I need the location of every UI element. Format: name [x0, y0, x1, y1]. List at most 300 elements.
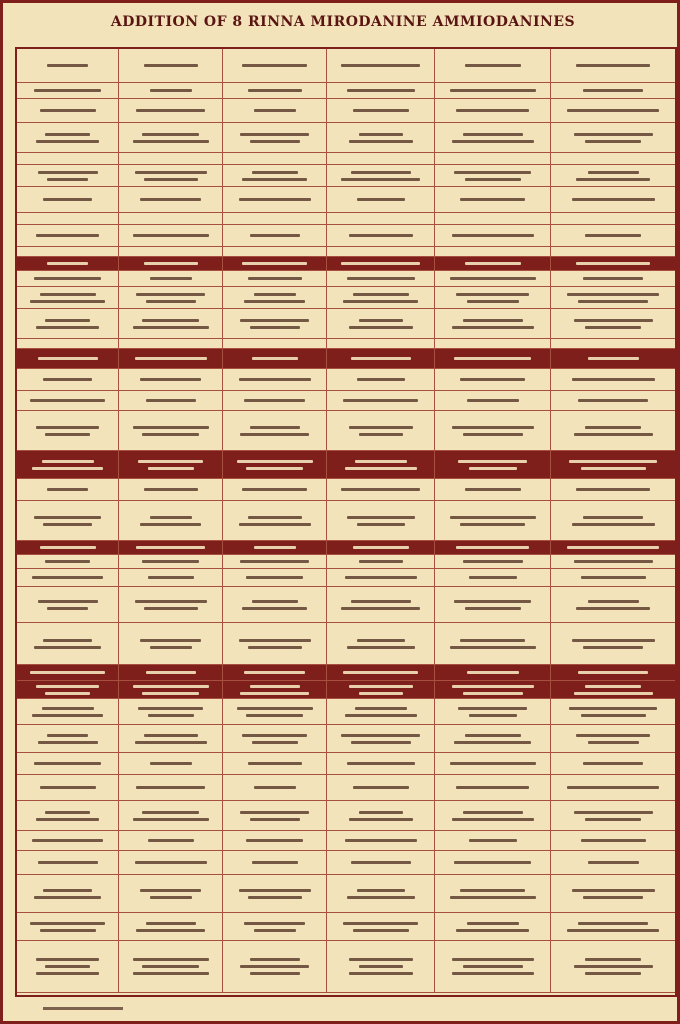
- table-cell: [551, 247, 675, 256]
- text-line: [349, 426, 413, 429]
- text-line: [588, 357, 639, 360]
- text-line: [467, 922, 519, 925]
- text-line: [359, 560, 403, 563]
- text-line: [341, 64, 420, 67]
- text-line: [135, 357, 207, 360]
- text-line: [45, 133, 90, 136]
- table-row: [17, 569, 675, 587]
- table-cell: [119, 941, 223, 992]
- table-cell: [327, 225, 435, 246]
- table-cell: [17, 479, 119, 500]
- table-cell: [435, 213, 551, 224]
- table-cell: [119, 479, 223, 500]
- table-header-row: [17, 451, 675, 479]
- table-cell: [17, 587, 119, 622]
- table-cell: [435, 699, 551, 724]
- text-line: [240, 811, 309, 814]
- text-line: [578, 671, 648, 674]
- text-line: [142, 133, 199, 136]
- table-cell: [327, 123, 435, 152]
- text-line: [456, 109, 529, 112]
- table-cell: [17, 165, 119, 186]
- text-line: [343, 300, 418, 303]
- table-cell: [327, 83, 435, 98]
- table-cell: [551, 851, 675, 874]
- table-cell: [223, 271, 327, 286]
- table-row: [17, 187, 675, 213]
- table-row: [17, 753, 675, 775]
- table-cell: [223, 451, 327, 478]
- table-cell: [435, 391, 551, 410]
- text-line: [583, 89, 643, 92]
- text-line: [150, 516, 192, 519]
- table-cell: [223, 501, 327, 540]
- table-cell: [327, 411, 435, 450]
- table-cell: [435, 875, 551, 912]
- text-line: [452, 326, 534, 329]
- table-cell: [119, 699, 223, 724]
- text-line: [239, 639, 311, 642]
- table-row: [17, 411, 675, 451]
- text-line: [136, 929, 205, 932]
- table-cell: [327, 257, 435, 270]
- table-cell: [119, 725, 223, 752]
- table-cell: [551, 913, 675, 940]
- text-line: [572, 198, 655, 201]
- text-line: [30, 671, 105, 674]
- text-line: [36, 326, 99, 329]
- table-cell: [435, 247, 551, 256]
- table-cell: [119, 623, 223, 664]
- table-row: [17, 479, 675, 501]
- text-line: [146, 922, 196, 925]
- text-line: [574, 965, 653, 968]
- table-cell: [17, 541, 119, 554]
- text-line: [452, 958, 534, 961]
- text-line: [351, 357, 411, 360]
- text-line: [469, 576, 517, 579]
- table-cell: [119, 123, 223, 152]
- table-cell: [223, 875, 327, 912]
- text-line: [460, 378, 525, 381]
- text-line: [357, 889, 405, 892]
- table-cell: [17, 681, 119, 698]
- table-row: [17, 213, 675, 225]
- table-cell: [17, 213, 119, 224]
- table-cell: [327, 753, 435, 774]
- table-cell: [435, 665, 551, 680]
- table-cell: [119, 831, 223, 850]
- table-cell: [435, 123, 551, 152]
- text-line: [30, 399, 105, 402]
- table-cell: [327, 49, 435, 82]
- table-cell: [223, 339, 327, 348]
- text-line: [355, 707, 407, 710]
- table-row: [17, 83, 675, 99]
- text-line: [43, 378, 92, 381]
- text-line: [38, 861, 98, 864]
- table-cell: [17, 913, 119, 940]
- text-line: [133, 972, 209, 975]
- text-line: [140, 198, 201, 201]
- text-line: [588, 600, 639, 603]
- text-line: [578, 300, 648, 303]
- table-cell: [551, 257, 675, 270]
- table-cell: [17, 875, 119, 912]
- table-cell: [119, 587, 223, 622]
- text-line: [248, 762, 302, 765]
- text-line: [359, 433, 403, 436]
- text-line: [43, 889, 92, 892]
- table-cell: [551, 165, 675, 186]
- text-line: [353, 786, 409, 789]
- text-line: [357, 198, 405, 201]
- table-cell: [551, 411, 675, 450]
- text-line: [252, 600, 298, 603]
- table-cell: [223, 569, 327, 586]
- text-line: [248, 516, 302, 519]
- text-line: [150, 89, 192, 92]
- text-line: [133, 685, 209, 688]
- table-cell: [551, 479, 675, 500]
- text-line: [583, 646, 643, 649]
- table-cell: [327, 725, 435, 752]
- text-line: [467, 300, 519, 303]
- text-line: [585, 818, 641, 821]
- text-line: [47, 64, 88, 67]
- table-cell: [223, 123, 327, 152]
- text-line: [133, 958, 209, 961]
- text-line: [452, 972, 534, 975]
- table-cell: [435, 451, 551, 478]
- text-line: [588, 861, 639, 864]
- table-cell: [223, 555, 327, 568]
- table-row: [17, 555, 675, 569]
- table-cell: [327, 287, 435, 308]
- table-cell: [223, 83, 327, 98]
- table-cell: [223, 753, 327, 774]
- text-line: [138, 707, 203, 710]
- table-cell: [119, 875, 223, 912]
- table-cell: [551, 83, 675, 98]
- table-cell: [223, 391, 327, 410]
- table-cell: [17, 153, 119, 164]
- table-cell: [223, 213, 327, 224]
- table-cell: [119, 213, 223, 224]
- table-row: [17, 153, 675, 165]
- table-row: [17, 801, 675, 831]
- text-line: [246, 714, 303, 717]
- text-line: [36, 140, 99, 143]
- text-line: [244, 399, 305, 402]
- table-cell: [223, 187, 327, 212]
- table-cell: [435, 555, 551, 568]
- text-line: [30, 300, 105, 303]
- table-row: [17, 831, 675, 851]
- table-cell: [435, 851, 551, 874]
- text-line: [353, 929, 409, 932]
- text-line: [43, 198, 92, 201]
- table-cell: [435, 587, 551, 622]
- table-cell: [119, 913, 223, 940]
- table-header-row: [17, 665, 675, 681]
- text-line: [32, 714, 103, 717]
- text-line: [583, 762, 643, 765]
- table-row: [17, 165, 675, 187]
- text-line: [585, 140, 641, 143]
- table-cell: [551, 623, 675, 664]
- text-line: [569, 460, 657, 463]
- table-cell: [327, 153, 435, 164]
- table-cell: [223, 49, 327, 82]
- table-cell: [223, 851, 327, 874]
- text-line: [45, 811, 90, 814]
- table-cell: [119, 225, 223, 246]
- text-line: [36, 685, 99, 688]
- text-line: [40, 109, 96, 112]
- table-cell: [17, 831, 119, 850]
- table-header-row: [17, 681, 675, 699]
- text-line: [588, 171, 639, 174]
- text-line: [242, 64, 307, 67]
- text-line: [250, 972, 300, 975]
- text-line: [248, 277, 302, 280]
- table-cell: [435, 681, 551, 698]
- text-line: [252, 861, 298, 864]
- text-line: [138, 460, 203, 463]
- table-cell: [327, 451, 435, 478]
- text-line: [351, 741, 411, 744]
- text-line: [47, 178, 88, 181]
- text-line: [250, 685, 300, 688]
- text-line: [36, 234, 99, 237]
- table-cell: [435, 411, 551, 450]
- text-line: [144, 64, 198, 67]
- text-line: [252, 357, 298, 360]
- table-cell: [327, 665, 435, 680]
- table-cell: [551, 451, 675, 478]
- text-line: [465, 64, 521, 67]
- text-line: [351, 600, 411, 603]
- table-cell: [17, 287, 119, 308]
- text-line: [36, 958, 99, 961]
- table-cell: [17, 49, 119, 82]
- text-line: [47, 262, 88, 265]
- text-line: [45, 433, 90, 436]
- text-line: [574, 319, 653, 322]
- table-cell: [17, 555, 119, 568]
- table-cell: [119, 391, 223, 410]
- text-line: [34, 516, 101, 519]
- table-cell: [17, 501, 119, 540]
- table-row: [17, 309, 675, 339]
- table-cell: [551, 369, 675, 390]
- text-line: [458, 460, 527, 463]
- text-line: [345, 467, 417, 470]
- text-line: [133, 818, 209, 821]
- text-line: [469, 839, 517, 842]
- text-line: [341, 734, 420, 737]
- table-cell: [435, 913, 551, 940]
- table-cell: [119, 247, 223, 256]
- text-line: [465, 607, 521, 610]
- table-cell: [223, 349, 327, 368]
- text-line: [30, 922, 105, 925]
- text-line: [148, 714, 194, 717]
- table-cell: [223, 801, 327, 830]
- text-line: [467, 399, 519, 402]
- text-line: [349, 972, 413, 975]
- text-line: [583, 896, 643, 899]
- table-cell: [17, 725, 119, 752]
- text-line: [246, 467, 303, 470]
- text-line: [349, 140, 413, 143]
- text-line: [248, 646, 302, 649]
- table-cell: [435, 623, 551, 664]
- table-cell: [223, 411, 327, 450]
- text-line: [47, 488, 88, 491]
- table-cell: [119, 165, 223, 186]
- text-line: [347, 646, 415, 649]
- text-line: [40, 546, 96, 549]
- table-cell: [223, 587, 327, 622]
- table-cell: [119, 349, 223, 368]
- table-row: [17, 123, 675, 153]
- text-line: [569, 707, 657, 710]
- table-cell: [327, 875, 435, 912]
- table-cell: [551, 875, 675, 912]
- table-cell: [223, 257, 327, 270]
- text-line: [450, 516, 536, 519]
- table-cell: [17, 257, 119, 270]
- table-row: [17, 851, 675, 875]
- text-line: [581, 714, 646, 717]
- text-line: [237, 707, 313, 710]
- text-line: [585, 685, 641, 688]
- text-line: [463, 319, 523, 322]
- text-line: [454, 357, 531, 360]
- table-cell: [327, 587, 435, 622]
- text-line: [142, 560, 199, 563]
- text-line: [254, 929, 296, 932]
- text-line: [585, 426, 641, 429]
- table-cell: [551, 541, 675, 554]
- text-line: [450, 89, 536, 92]
- text-line: [574, 692, 653, 695]
- table-cell: [327, 941, 435, 992]
- text-line: [572, 523, 655, 526]
- text-line: [150, 277, 192, 280]
- table-cell: [17, 309, 119, 338]
- table-cell: [551, 699, 675, 724]
- table-cell: [551, 501, 675, 540]
- text-line: [135, 861, 207, 864]
- table-cell: [327, 309, 435, 338]
- text-line: [43, 639, 92, 642]
- table-cell: [119, 369, 223, 390]
- table-cell: [119, 541, 223, 554]
- text-line: [146, 399, 196, 402]
- text-line: [341, 178, 420, 181]
- text-line: [574, 811, 653, 814]
- table-cell: [223, 99, 327, 122]
- text-line: [463, 965, 523, 968]
- table-cell: [119, 451, 223, 478]
- table-row: [17, 623, 675, 665]
- table-cell: [327, 165, 435, 186]
- table-cell: [119, 801, 223, 830]
- table-cell: [119, 49, 223, 82]
- table-cell: [327, 247, 435, 256]
- text-line: [40, 929, 96, 932]
- table-cell: [17, 411, 119, 450]
- text-line: [567, 293, 659, 296]
- text-line: [239, 523, 311, 526]
- text-line: [567, 546, 659, 549]
- text-line: [343, 671, 418, 674]
- text-line: [142, 692, 199, 695]
- text-line: [242, 262, 307, 265]
- table-row: [17, 391, 675, 411]
- table-row: [17, 875, 675, 913]
- text-line: [32, 467, 103, 470]
- table-cell: [551, 775, 675, 800]
- text-line: [254, 546, 296, 549]
- text-line: [242, 734, 307, 737]
- text-line: [140, 378, 201, 381]
- table-cell: [17, 623, 119, 664]
- table-cell: [327, 213, 435, 224]
- table-row: [17, 339, 675, 349]
- table-cell: [435, 501, 551, 540]
- text-line: [36, 818, 99, 821]
- table-cell: [327, 479, 435, 500]
- table-cell: [17, 83, 119, 98]
- table-cell: [17, 775, 119, 800]
- table-row: [17, 725, 675, 753]
- table-cell: [551, 831, 675, 850]
- text-line: [45, 560, 90, 563]
- text-line: [254, 786, 296, 789]
- text-line: [133, 234, 209, 237]
- table-cell: [551, 801, 675, 830]
- text-line: [34, 646, 101, 649]
- text-line: [357, 378, 405, 381]
- table-cell: [17, 941, 119, 992]
- text-line: [47, 734, 88, 737]
- text-line: [349, 685, 413, 688]
- table-cell: [435, 369, 551, 390]
- text-line: [454, 600, 531, 603]
- text-line: [142, 811, 199, 814]
- table-cell: [551, 99, 675, 122]
- text-line: [456, 546, 529, 549]
- text-line: [452, 818, 534, 821]
- table-cell: [435, 753, 551, 774]
- table-cell: [223, 913, 327, 940]
- text-line: [34, 277, 101, 280]
- table-cell: [327, 623, 435, 664]
- text-line: [345, 839, 417, 842]
- text-line: [239, 378, 311, 381]
- text-line: [355, 460, 407, 463]
- text-line: [349, 326, 413, 329]
- table-cell: [17, 349, 119, 368]
- table-header-row: [17, 349, 675, 369]
- table-cell: [223, 309, 327, 338]
- text-line: [140, 889, 201, 892]
- text-line: [467, 671, 519, 674]
